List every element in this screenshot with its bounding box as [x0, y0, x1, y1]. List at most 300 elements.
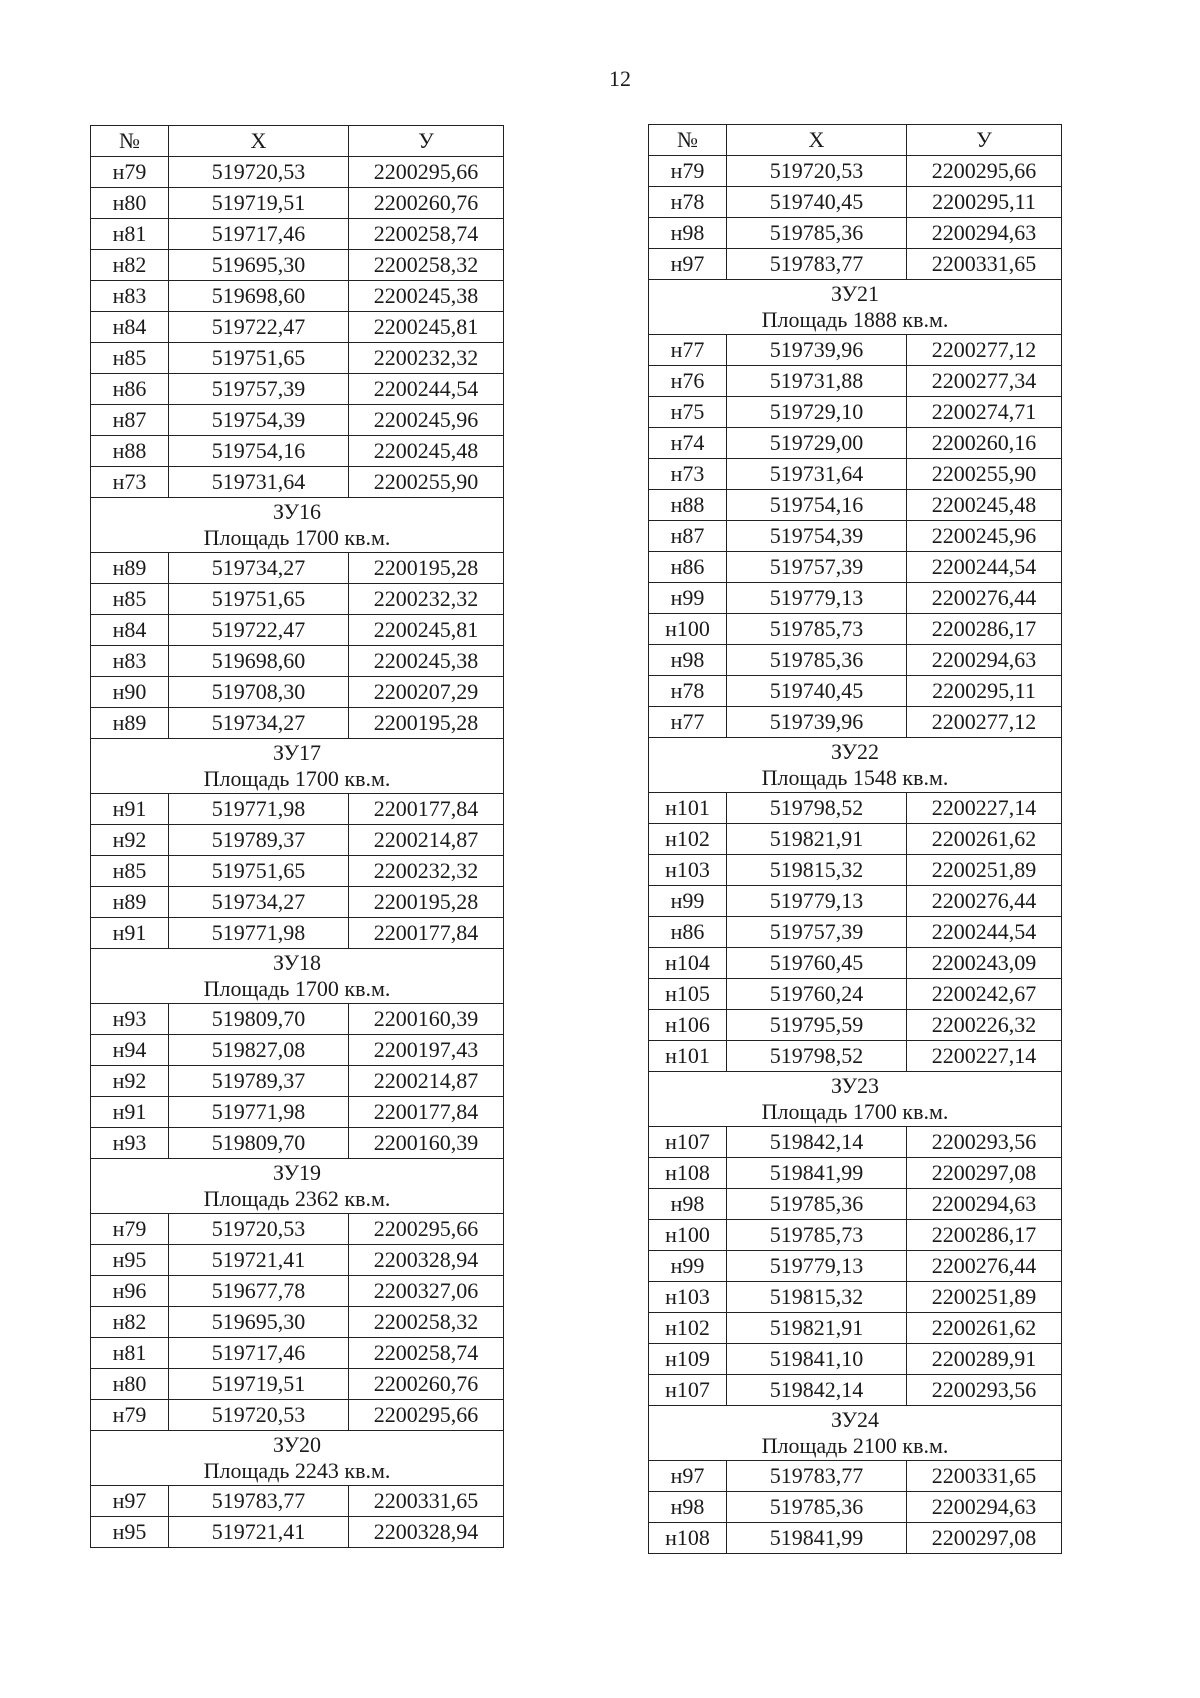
- section-row: [649, 738, 1062, 793]
- section-title: ЗУ17: [272, 740, 322, 765]
- y-coordinate-cell: 2200293,56: [907, 1127, 1062, 1158]
- header-x: X: [169, 126, 349, 157]
- point-number-cell: н78: [649, 676, 727, 707]
- y-coordinate-cell: 2200214,87: [349, 1066, 504, 1097]
- y-coordinate-cell: 2200261,62: [907, 1313, 1062, 1344]
- x-coordinate-cell: 519719,51: [169, 188, 349, 219]
- point-number-cell: н84: [91, 615, 169, 646]
- x-coordinate-cell: 519754,16: [727, 490, 907, 521]
- table-row: [91, 467, 504, 498]
- table-header-row: [649, 125, 1062, 156]
- x-coordinate-cell: 519809,70: [169, 1128, 349, 1159]
- point-number-cell: н92: [91, 1066, 169, 1097]
- x-coordinate-cell: 519751,65: [169, 584, 349, 615]
- table-row: [91, 856, 504, 887]
- y-coordinate-cell: 2200232,32: [349, 343, 504, 374]
- x-coordinate-cell: 519783,77: [169, 1486, 349, 1517]
- y-coordinate-cell: 2200260,76: [349, 188, 504, 219]
- table-row: [649, 366, 1062, 397]
- point-number-cell: н90: [91, 677, 169, 708]
- table-row: [649, 917, 1062, 948]
- x-coordinate-cell: 519754,39: [727, 521, 907, 552]
- point-number-cell: н109: [649, 1344, 727, 1375]
- x-coordinate-cell: 519760,45: [727, 948, 907, 979]
- point-number-cell: н95: [91, 1517, 169, 1548]
- point-number-cell: н108: [649, 1158, 727, 1189]
- x-coordinate-cell: 519783,77: [727, 1461, 907, 1492]
- page-number: 12: [609, 66, 631, 91]
- point-number-cell: н77: [649, 335, 727, 366]
- table-row: [91, 1097, 504, 1128]
- point-number-cell: н89: [91, 553, 169, 584]
- section-area: Площадь 1548 кв.м.: [761, 765, 949, 790]
- point-number-cell: н94: [91, 1035, 169, 1066]
- table-row: [91, 615, 504, 646]
- point-number-cell: н93: [91, 1128, 169, 1159]
- section-cell: [91, 1159, 504, 1214]
- table-row: [649, 335, 1062, 366]
- y-coordinate-cell: 2200207,29: [349, 677, 504, 708]
- table-row: [91, 219, 504, 250]
- table-row: [91, 1307, 504, 1338]
- x-coordinate-cell: 519779,13: [727, 886, 907, 917]
- x-coordinate-cell: 519734,27: [169, 708, 349, 739]
- y-coordinate-cell: 2200227,14: [907, 1041, 1062, 1072]
- header-number: №: [91, 126, 169, 157]
- point-number-cell: н107: [649, 1127, 727, 1158]
- y-coordinate-cell: 2200197,43: [349, 1035, 504, 1066]
- x-coordinate-cell: 519757,39: [727, 917, 907, 948]
- x-coordinate-cell: 519785,73: [727, 1220, 907, 1251]
- point-number-cell: н88: [91, 436, 169, 467]
- section-title: ЗУ23: [830, 1073, 880, 1098]
- point-number-cell: н99: [649, 583, 727, 614]
- table-row: [649, 614, 1062, 645]
- y-coordinate-cell: 2200245,81: [349, 615, 504, 646]
- table-row: [649, 552, 1062, 583]
- x-coordinate-cell: 519771,98: [169, 918, 349, 949]
- table-row: [91, 250, 504, 281]
- table-row: [649, 490, 1062, 521]
- y-coordinate-cell: 2200295,11: [907, 187, 1062, 218]
- table-row: [649, 521, 1062, 552]
- section-area: Площадь 2362 кв.м.: [203, 1186, 391, 1211]
- x-coordinate-cell: 519842,14: [727, 1127, 907, 1158]
- y-coordinate-cell: 2200243,09: [907, 948, 1062, 979]
- point-number-cell: н93: [91, 1004, 169, 1035]
- y-coordinate-cell: 2200160,39: [349, 1128, 504, 1159]
- y-coordinate-cell: 2200277,12: [907, 707, 1062, 738]
- section-row: [649, 1072, 1062, 1127]
- y-coordinate-cell: 2200226,32: [907, 1010, 1062, 1041]
- point-number-cell: н91: [91, 794, 169, 825]
- section-row: [91, 739, 504, 794]
- x-coordinate-cell: 519734,27: [169, 553, 349, 584]
- x-coordinate-cell: 519771,98: [169, 1097, 349, 1128]
- y-coordinate-cell: 2200294,63: [907, 1189, 1062, 1220]
- point-number-cell: н98: [649, 218, 727, 249]
- point-number-cell: н73: [91, 467, 169, 498]
- table-row: [91, 1066, 504, 1097]
- table-row: [649, 1344, 1062, 1375]
- table-row: [649, 855, 1062, 886]
- y-coordinate-cell: 2200327,06: [349, 1276, 504, 1307]
- table-row: [91, 405, 504, 436]
- point-number-cell: н76: [649, 366, 727, 397]
- table-row: [649, 676, 1062, 707]
- point-number-cell: н79: [91, 1400, 169, 1431]
- table-row: [91, 646, 504, 677]
- x-coordinate-cell: 519789,37: [169, 825, 349, 856]
- x-coordinate-cell: 519785,36: [727, 1189, 907, 1220]
- table-row: [649, 1010, 1062, 1041]
- table-row: [91, 436, 504, 467]
- x-coordinate-cell: 519740,45: [727, 676, 907, 707]
- table-row: [649, 428, 1062, 459]
- section-row: [649, 280, 1062, 335]
- section-title: ЗУ18: [272, 950, 322, 975]
- y-coordinate-cell: 2200227,14: [907, 793, 1062, 824]
- table-row: [649, 979, 1062, 1010]
- point-number-cell: н88: [649, 490, 727, 521]
- x-coordinate-cell: 519798,52: [727, 1041, 907, 1072]
- y-coordinate-cell: 2200245,96: [349, 405, 504, 436]
- table-row: [649, 1220, 1062, 1251]
- table-row: [91, 1035, 504, 1066]
- x-coordinate-cell: 519722,47: [169, 615, 349, 646]
- x-coordinate-cell: 519751,65: [169, 856, 349, 887]
- y-coordinate-cell: 2200295,11: [907, 676, 1062, 707]
- y-coordinate-cell: 2200328,94: [349, 1517, 504, 1548]
- table-row: [649, 824, 1062, 855]
- table-row: [649, 1492, 1062, 1523]
- y-coordinate-cell: 2200286,17: [907, 1220, 1062, 1251]
- y-coordinate-cell: 2200294,63: [907, 645, 1062, 676]
- point-number-cell: н105: [649, 979, 727, 1010]
- point-number-cell: н103: [649, 855, 727, 886]
- x-coordinate-cell: 519698,60: [169, 646, 349, 677]
- x-coordinate-cell: 519779,13: [727, 1251, 907, 1282]
- x-coordinate-cell: 519720,53: [169, 157, 349, 188]
- y-coordinate-cell: 2200297,08: [907, 1158, 1062, 1189]
- point-number-cell: н85: [91, 856, 169, 887]
- x-coordinate-cell: 519841,10: [727, 1344, 907, 1375]
- table-row: [649, 707, 1062, 738]
- section-cell: [91, 1431, 504, 1486]
- y-coordinate-cell: 2200286,17: [907, 614, 1062, 645]
- table-row: [91, 1004, 504, 1035]
- table-row: [91, 553, 504, 584]
- y-coordinate-cell: 2200260,76: [349, 1369, 504, 1400]
- table-row: [91, 157, 504, 188]
- y-coordinate-cell: 2200244,54: [907, 552, 1062, 583]
- section-area: Площадь 2100 кв.м.: [761, 1433, 949, 1458]
- section-row: [649, 1406, 1062, 1461]
- point-number-cell: н75: [649, 397, 727, 428]
- point-number-cell: н102: [649, 1313, 727, 1344]
- point-number-cell: н103: [649, 1282, 727, 1313]
- table-row: [91, 343, 504, 374]
- section-cell: [91, 498, 504, 553]
- table-row: [91, 1245, 504, 1276]
- y-coordinate-cell: 2200245,38: [349, 646, 504, 677]
- y-coordinate-cell: 2200245,96: [907, 521, 1062, 552]
- y-coordinate-cell: 2200297,08: [907, 1523, 1062, 1554]
- y-coordinate-cell: 2200245,48: [349, 436, 504, 467]
- table-row: [649, 1158, 1062, 1189]
- point-number-cell: н101: [649, 1041, 727, 1072]
- table-row: [649, 1282, 1062, 1313]
- x-coordinate-cell: 519739,96: [727, 707, 907, 738]
- x-coordinate-cell: 519719,51: [169, 1369, 349, 1400]
- point-number-cell: н85: [91, 343, 169, 374]
- section-area: Площадь 2243 кв.м.: [203, 1458, 391, 1483]
- x-coordinate-cell: 519789,37: [169, 1066, 349, 1097]
- x-coordinate-cell: 519785,36: [727, 1492, 907, 1523]
- table-row: [91, 312, 504, 343]
- section-cell: [91, 739, 504, 794]
- section-row: [91, 498, 504, 553]
- table-row: [91, 918, 504, 949]
- x-coordinate-cell: 519717,46: [169, 219, 349, 250]
- point-number-cell: н84: [91, 312, 169, 343]
- table-row: [91, 1517, 504, 1548]
- section-cell: [649, 1406, 1062, 1461]
- y-coordinate-cell: 2200276,44: [907, 886, 1062, 917]
- table-row: [649, 1251, 1062, 1282]
- x-coordinate-cell: 519708,30: [169, 677, 349, 708]
- x-coordinate-cell: 519677,78: [169, 1276, 349, 1307]
- x-coordinate-cell: 519841,99: [727, 1523, 907, 1554]
- table-row: [91, 708, 504, 739]
- point-number-cell: н89: [91, 708, 169, 739]
- point-number-cell: н89: [91, 887, 169, 918]
- point-number-cell: н91: [91, 918, 169, 949]
- table-row: [649, 1461, 1062, 1492]
- section-title: ЗУ21: [830, 281, 880, 306]
- point-number-cell: н97: [649, 249, 727, 280]
- x-coordinate-cell: 519722,47: [169, 312, 349, 343]
- section-row: [91, 1159, 504, 1214]
- y-coordinate-cell: 2200276,44: [907, 1251, 1062, 1282]
- y-coordinate-cell: 2200244,54: [349, 374, 504, 405]
- y-coordinate-cell: 2200277,34: [907, 366, 1062, 397]
- x-coordinate-cell: 519821,91: [727, 1313, 907, 1344]
- y-coordinate-cell: 2200277,12: [907, 335, 1062, 366]
- table-row: [649, 249, 1062, 280]
- y-coordinate-cell: 2200245,48: [907, 490, 1062, 521]
- section-title: ЗУ16: [272, 499, 322, 524]
- point-number-cell: н85: [91, 584, 169, 615]
- y-coordinate-cell: 2200214,87: [349, 825, 504, 856]
- y-coordinate-cell: 2200255,90: [907, 459, 1062, 490]
- point-number-cell: н83: [91, 281, 169, 312]
- point-number-cell: н79: [91, 157, 169, 188]
- point-number-cell: н100: [649, 614, 727, 645]
- y-coordinate-cell: 2200294,63: [907, 218, 1062, 249]
- point-number-cell: н80: [91, 188, 169, 219]
- table-header-row: [91, 126, 504, 157]
- table-row: [649, 156, 1062, 187]
- point-number-cell: н98: [649, 1492, 727, 1523]
- table-row: [91, 825, 504, 856]
- point-number-cell: н99: [649, 1251, 727, 1282]
- section-area: Площадь 1700 кв.м.: [761, 1099, 949, 1124]
- x-coordinate-cell: 519721,41: [169, 1245, 349, 1276]
- x-coordinate-cell: 519731,64: [727, 459, 907, 490]
- table-row: [91, 281, 504, 312]
- table-row: [649, 1375, 1062, 1406]
- y-coordinate-cell: 2200160,39: [349, 1004, 504, 1035]
- y-coordinate-cell: 2200261,62: [907, 824, 1062, 855]
- point-number-cell: н77: [649, 707, 727, 738]
- y-coordinate-cell: 2200289,91: [907, 1344, 1062, 1375]
- point-number-cell: н74: [649, 428, 727, 459]
- point-number-cell: н82: [91, 1307, 169, 1338]
- section-cell: [649, 738, 1062, 793]
- point-number-cell: н104: [649, 948, 727, 979]
- table-row: [91, 1369, 504, 1400]
- y-coordinate-cell: 2200232,32: [349, 856, 504, 887]
- table-row: [649, 397, 1062, 428]
- point-number-cell: н92: [91, 825, 169, 856]
- table-row: [649, 583, 1062, 614]
- x-coordinate-cell: 519798,52: [727, 793, 907, 824]
- table-row: [649, 948, 1062, 979]
- section-title: ЗУ19: [272, 1160, 322, 1185]
- y-coordinate-cell: 2200258,74: [349, 1338, 504, 1369]
- x-coordinate-cell: 519760,24: [727, 979, 907, 1010]
- x-coordinate-cell: 519731,64: [169, 467, 349, 498]
- table-row: [649, 645, 1062, 676]
- coordinates-table-right: [648, 124, 1062, 1554]
- x-coordinate-cell: 519729,10: [727, 397, 907, 428]
- table-row: [91, 188, 504, 219]
- x-coordinate-cell: 519815,32: [727, 855, 907, 886]
- point-number-cell: н107: [649, 1375, 727, 1406]
- point-number-cell: н86: [649, 917, 727, 948]
- x-coordinate-cell: 519721,41: [169, 1517, 349, 1548]
- section-row: [91, 1431, 504, 1486]
- point-number-cell: н86: [649, 552, 727, 583]
- x-coordinate-cell: 519731,88: [727, 366, 907, 397]
- table-row: [91, 1214, 504, 1245]
- y-coordinate-cell: 2200293,56: [907, 1375, 1062, 1406]
- point-number-cell: н79: [649, 156, 727, 187]
- table-row: [649, 1313, 1062, 1344]
- table-row: [91, 677, 504, 708]
- y-coordinate-cell: 2200195,28: [349, 553, 504, 584]
- section-title: ЗУ20: [272, 1432, 322, 1457]
- x-coordinate-cell: 519720,53: [727, 156, 907, 187]
- point-number-cell: н98: [649, 645, 727, 676]
- table-row: [91, 887, 504, 918]
- section-cell: [649, 280, 1062, 335]
- table-row: [91, 1486, 504, 1517]
- x-coordinate-cell: 519779,13: [727, 583, 907, 614]
- y-coordinate-cell: 2200195,28: [349, 887, 504, 918]
- table-row: [649, 1041, 1062, 1072]
- x-coordinate-cell: 519795,59: [727, 1010, 907, 1041]
- x-coordinate-cell: 519754,39: [169, 405, 349, 436]
- x-coordinate-cell: 519757,39: [727, 552, 907, 583]
- y-coordinate-cell: 2200260,16: [907, 428, 1062, 459]
- y-coordinate-cell: 2200177,84: [349, 918, 504, 949]
- table-row: [649, 793, 1062, 824]
- x-coordinate-cell: 519695,30: [169, 250, 349, 281]
- header-y: У: [907, 125, 1062, 156]
- y-coordinate-cell: 2200251,89: [907, 1282, 1062, 1313]
- section-cell: [91, 949, 504, 1004]
- y-coordinate-cell: 2200295,66: [349, 1214, 504, 1245]
- section-title: ЗУ24: [830, 1407, 880, 1432]
- point-number-cell: н83: [91, 646, 169, 677]
- point-number-cell: н81: [91, 219, 169, 250]
- y-coordinate-cell: 2200331,65: [907, 249, 1062, 280]
- x-coordinate-cell: 519771,98: [169, 794, 349, 825]
- x-coordinate-cell: 519809,70: [169, 1004, 349, 1035]
- section-title: ЗУ22: [830, 739, 880, 764]
- header-x: X: [727, 125, 907, 156]
- point-number-cell: н99: [649, 886, 727, 917]
- point-number-cell: н82: [91, 250, 169, 281]
- table-row: [91, 584, 504, 615]
- y-coordinate-cell: 2200245,81: [349, 312, 504, 343]
- x-coordinate-cell: 519842,14: [727, 1375, 907, 1406]
- x-coordinate-cell: 519821,91: [727, 824, 907, 855]
- y-coordinate-cell: 2200242,67: [907, 979, 1062, 1010]
- table-row: [91, 1276, 504, 1307]
- header-number: №: [649, 125, 727, 156]
- y-coordinate-cell: 2200244,54: [907, 917, 1062, 948]
- point-number-cell: н91: [91, 1097, 169, 1128]
- table-row: [649, 886, 1062, 917]
- table-row: [91, 374, 504, 405]
- y-coordinate-cell: 2200274,71: [907, 397, 1062, 428]
- y-coordinate-cell: 2200295,66: [907, 156, 1062, 187]
- y-coordinate-cell: 2200232,32: [349, 584, 504, 615]
- point-number-cell: н101: [649, 793, 727, 824]
- point-number-cell: н87: [649, 521, 727, 552]
- table-row: [91, 1338, 504, 1369]
- y-coordinate-cell: 2200295,66: [349, 157, 504, 188]
- x-coordinate-cell: 519751,65: [169, 343, 349, 374]
- y-coordinate-cell: 2200295,66: [349, 1400, 504, 1431]
- section-area: Площадь 1700 кв.м.: [203, 525, 391, 550]
- point-number-cell: н73: [649, 459, 727, 490]
- point-number-cell: н96: [91, 1276, 169, 1307]
- section-area: Площадь 1888 кв.м.: [761, 307, 949, 332]
- table-row: [649, 1189, 1062, 1220]
- x-coordinate-cell: 519720,53: [169, 1400, 349, 1431]
- table-row: [91, 794, 504, 825]
- x-coordinate-cell: 519785,36: [727, 218, 907, 249]
- section-area: Площадь 1700 кв.м.: [203, 976, 391, 1001]
- y-coordinate-cell: 2200331,65: [907, 1461, 1062, 1492]
- table-row: [91, 1128, 504, 1159]
- table-row: [649, 218, 1062, 249]
- point-number-cell: н87: [91, 405, 169, 436]
- y-coordinate-cell: 2200177,84: [349, 794, 504, 825]
- y-coordinate-cell: 2200258,32: [349, 250, 504, 281]
- x-coordinate-cell: 519739,96: [727, 335, 907, 366]
- y-coordinate-cell: 2200258,32: [349, 1307, 504, 1338]
- coordinates-table-left: [90, 125, 504, 1548]
- y-coordinate-cell: 2200255,90: [349, 467, 504, 498]
- point-number-cell: н98: [649, 1189, 727, 1220]
- point-number-cell: н78: [649, 187, 727, 218]
- y-coordinate-cell: 2200276,44: [907, 583, 1062, 614]
